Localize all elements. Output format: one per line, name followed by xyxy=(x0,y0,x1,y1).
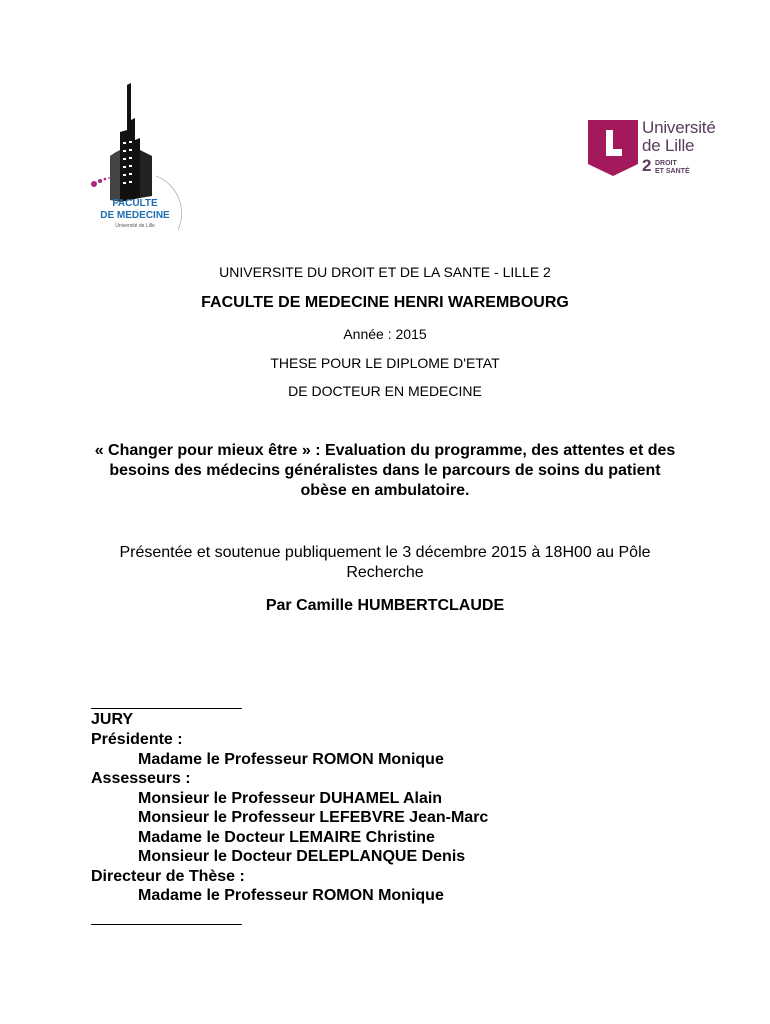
year-line: Année : 2015 xyxy=(343,326,427,342)
assessor-2: Monsieur le Professeur LEFEBVRE Jean-Marc xyxy=(138,809,489,826)
thesis-line-2: DE DOCTEUR EN MEDECINE xyxy=(288,383,482,399)
university-sub-line1: DROIT xyxy=(655,160,677,167)
faculty-logo-sub: Université de Lille xyxy=(115,223,155,229)
assessor-4: Monsieur le Docteur DELEPLANQUE Denis xyxy=(138,848,466,865)
jury-heading: JURY xyxy=(91,711,134,728)
university-sub-line2: ET SANTÉ xyxy=(655,168,690,175)
university-heading: UNIVERSITE DU DROIT ET DE LA SANTE - LILLE 2 xyxy=(219,264,551,280)
defense-info: Présentée et soutenue publiquement le 3 décembre 2015 à 18H00 au Pôle Recherche xyxy=(119,544,651,581)
assessor-1: Monsieur le Professeur DUHAMEL Alain xyxy=(138,790,443,807)
president-name: Madame le Professeur ROMON Monique xyxy=(138,751,444,768)
director-name: Madame le Professeur ROMON Monique xyxy=(138,887,444,904)
university-name-line2: de Lille xyxy=(642,136,695,155)
president-label: Présidente : xyxy=(91,731,183,748)
university-mark xyxy=(588,120,638,176)
university-number: 2 xyxy=(642,156,652,175)
assessors-label: Assesseurs : xyxy=(91,770,191,787)
separator-top xyxy=(91,708,242,709)
faculty-heading: FACULTE DE MEDECINE HENRI WAREMBOURG xyxy=(201,294,569,311)
faculty-logo-line1: FACULTE xyxy=(112,198,158,209)
university-logo xyxy=(588,118,748,178)
faculty-logo-line2: DE MEDECINE xyxy=(100,210,170,221)
director-label: Directeur de Thèse : xyxy=(91,868,245,885)
author-line: Par Camille HUMBERTCLAUDE xyxy=(265,597,505,614)
university-name-line1: Université xyxy=(642,118,716,137)
faculty-logo xyxy=(80,80,190,250)
assessor-3: Madame le Docteur LEMAIRE Christine xyxy=(138,829,435,846)
thesis-line-1: THESE POUR LE DIPLOME D'ETAT xyxy=(270,355,500,371)
separator-bottom xyxy=(91,924,242,925)
thesis-title: « Changer pour mieux être » : Evaluation du programme, des attentes et des besoins des médecins généralistes dans le parcours de soins du patient obèse en ambulatoire. xyxy=(94,442,676,499)
